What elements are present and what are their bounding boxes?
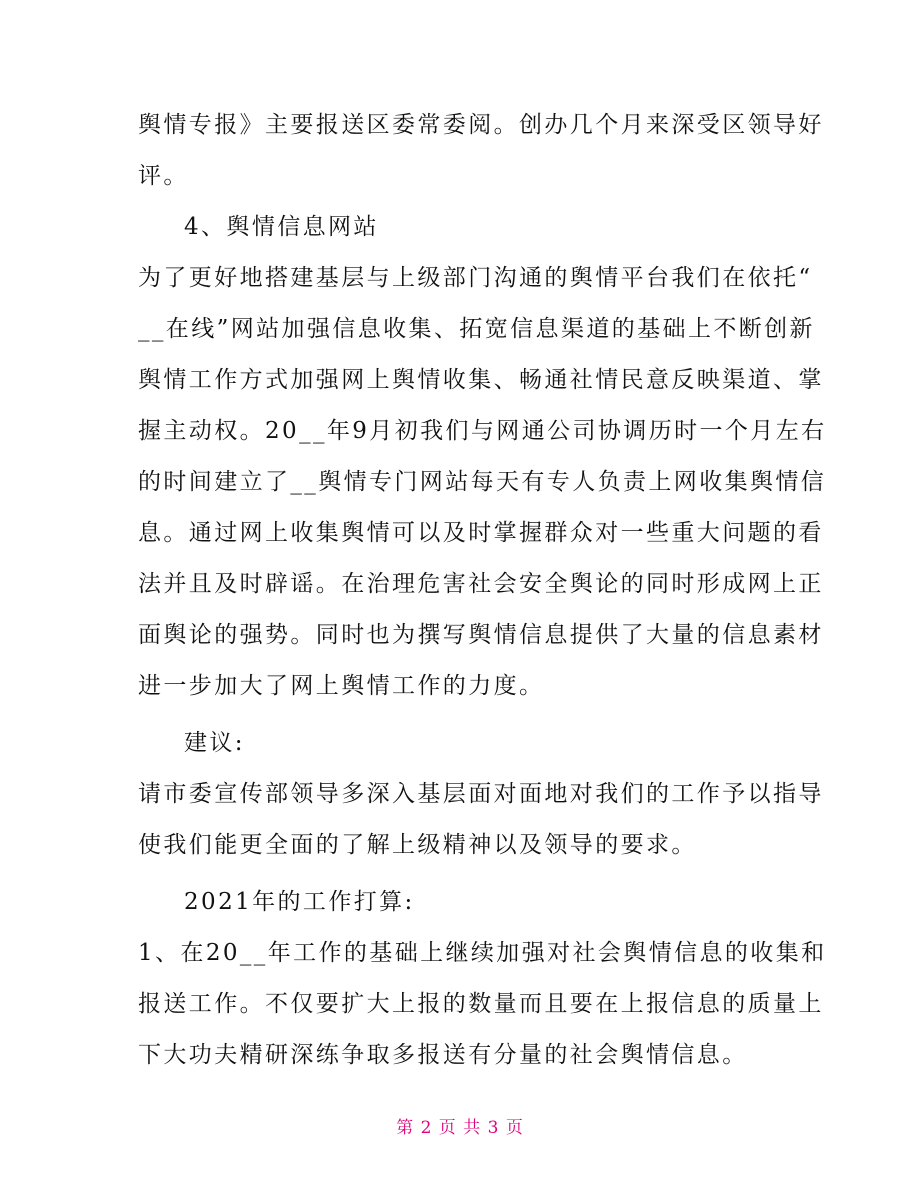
text-line: 为了更好地搭建基层与上级部门沟通的舆情平台我们在依托“ (138, 265, 813, 291)
document-body (138, 100, 827, 1081)
text-line: 评。 (138, 163, 189, 189)
page-number-footer: 第 2 页 共 3 页 (396, 1118, 524, 1138)
section-heading: 4、舆情信息网站 (184, 214, 379, 240)
text-line: 舆情专报》主要报送区委常委阅。创办几个月来深受区领导好 (138, 112, 824, 138)
text-line: __在线”网站加强信息收集、拓宽信息渠道的基础上不断创新 (138, 316, 815, 342)
text-line: 面舆论的强势。同时也为撰写舆情信息提供了大量的信息素材 (138, 622, 824, 648)
text-line: 息。通过网上收集舆情可以及时掌握群众对一些重大问题的看 (138, 520, 824, 546)
text-line: 下大功夫精研深练争取多报送有分量的社会舆情信息。 (138, 1042, 748, 1068)
section-heading: 2021年的工作打算: (184, 889, 415, 915)
text-line: 的时间建立了__舆情专门网站每天有专人负责上网收集舆情信 (138, 469, 827, 495)
section-heading: 建议: (184, 730, 245, 756)
text-line: 请市委宣传部领导多深入基层面对面地对我们的工作予以指导 (138, 781, 824, 807)
text-line: 进一步加大了网上舆情工作的力度。 (138, 673, 545, 699)
text-line: 法并且及时辟谣。在治理危害社会安全舆论的同时形成网上正 (138, 571, 824, 597)
text-line: 使我们能更全面的了解上级精神以及领导的要求。 (138, 832, 697, 858)
text-line: 报送工作。不仅要扩大上报的数量而且要在上报信息的质量上 (138, 991, 824, 1017)
text-line: 舆情工作方式加强网上舆情收集、畅通社情民意反映渠道、掌 (138, 367, 824, 393)
text-line: 握主动权。20__年9月初我们与网通公司协调历时一个月左右 (138, 418, 827, 444)
text-line: 1、在20__年工作的基础上继续加强对社会舆情信息的收集和 (138, 940, 827, 966)
